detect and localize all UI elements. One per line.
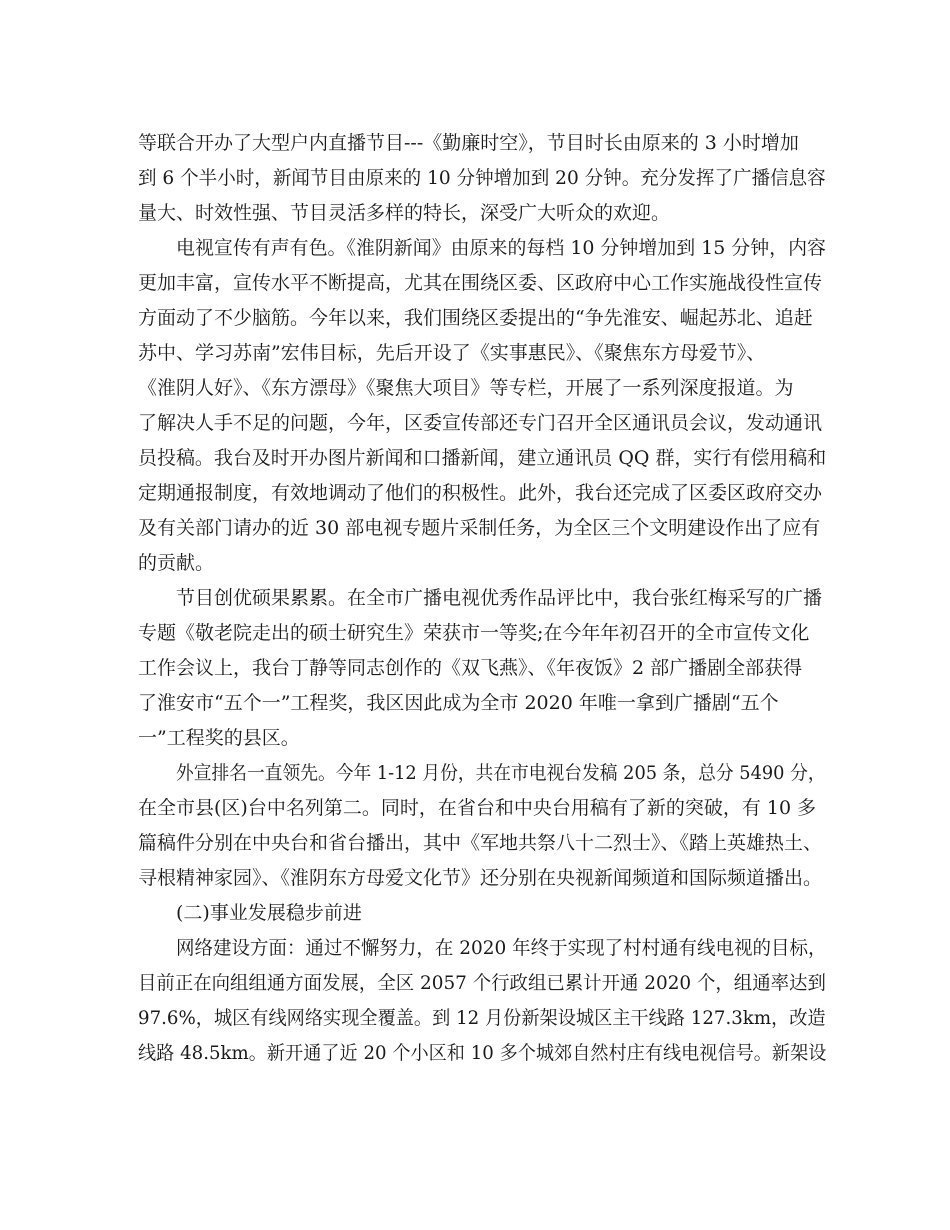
section-heading: (二)事业发展稳步前进 xyxy=(176,902,362,924)
paragraph-first-line: 网络建设方面：通过不懈努力，在 2020 年终于实现了村村通有线电视的目标， xyxy=(176,937,827,959)
text-line: 量大、时效性强、节目灵活多样的特长，深受广大听众的欢迎。 xyxy=(138,202,671,224)
text-line: 篇稿件分别在中央台和省台播出，其中《军地共祭八十二烈士》、《踏上英雄热土、 xyxy=(138,832,823,854)
text-line: 97.6%，城区有线网络实现全覆盖。到 12 月份新架设城区主干线路 127.3km，改造 xyxy=(138,1007,826,1029)
text-line: 目前正在向组组通方面发展，全区 2057 个行政组已累计开通 2020 个，组通率达到 xyxy=(138,972,826,994)
text-line: 方面动了不少脑筋。今年以来，我们围绕区委提出的“争先淮安、崛起苏北、追赶 xyxy=(138,307,813,329)
text-line: 在全市县(区)台中名列第二。同时，在省台和中央台用稿有了新的突破，有 10 多 xyxy=(138,797,817,819)
paragraph-first-line: 电视宣传有声有色。《淮阴新闻》由原来的每档 10 分钟增加到 15 分钟，内容 xyxy=(176,237,826,259)
text-line: 了淮安市“五个一”工程奖，我区因此成为全市 2020 年唯一拿到广播剧“五个 xyxy=(138,692,779,714)
text-line: 员投稿。我台及时开办图片新闻和口播新闻，建立通讯员 QQ 群，实行有偿用稿和 xyxy=(138,447,827,469)
text-line: 专题《敬老院走出的硕士研究生》荣获市一等奖;在今年年初召开的全市宣传文化 xyxy=(138,622,810,644)
text-line: 定期通报制度，有效地调动了他们的积极性。此外，我台还完成了区委区政府交办 xyxy=(138,482,823,504)
text-line: 苏中、学习苏南”宏伟目标，先后开设了《实事惠民》、《聚焦东方母爱节》、 xyxy=(138,342,766,364)
text-line: 《淮阴人好》、《东方漂母》《聚焦大项目》等专栏，开展了一系列深度报道。为 xyxy=(138,377,794,399)
text-line: 一”工程奖的县区。 xyxy=(138,727,300,749)
paragraph-first-line: 外宣排名一直领先。今年 1-12 月份，共在市电视台发稿 205 条，总分 5490 分， xyxy=(176,762,826,784)
text-line: 到 6 个半小时，新闻节目由原来的 10 分钟增加到 20 分钟。充分发挥了广播信息容 xyxy=(138,167,826,189)
text-line: 的贡献。 xyxy=(138,552,215,574)
paragraph-first-line: 节目创优硕果累累。在全市广播电视优秀作品评比中，我台张红梅采写的广播 xyxy=(176,587,823,609)
text-line: 寻根精神家园》、《淮阴东方母爱文化节》还分别在央视新闻频道和国际频道播出。 xyxy=(138,867,823,889)
text-line: 更加丰富，宣传水平不断提高，尤其在围绕区委、区政府中心工作实施战役性宣传 xyxy=(138,272,823,294)
text-line: 工作会议上，我台丁静等同志创作的《双飞燕》、《年夜饭》2 部广播剧全部获得 xyxy=(138,657,803,679)
text-line: 及有关部门请办的近 30 部电视专题片采制任务，为全区三个文明建设作出了应有 xyxy=(138,517,821,539)
text-line: 了解决人手不足的问题，今年，区委宣传部还专门召开全区通讯员会议，发动通讯 xyxy=(138,412,823,434)
text-line: 线路 48.5km。新开通了近 20 个小区和 10 多个城郊自然村庄有线电视信号。新架设 xyxy=(138,1042,827,1064)
text-line: 等联合开办了大型户内直播节目---《勤廉时空》，节目时长由原来的 3 小时增加 xyxy=(138,132,799,154)
